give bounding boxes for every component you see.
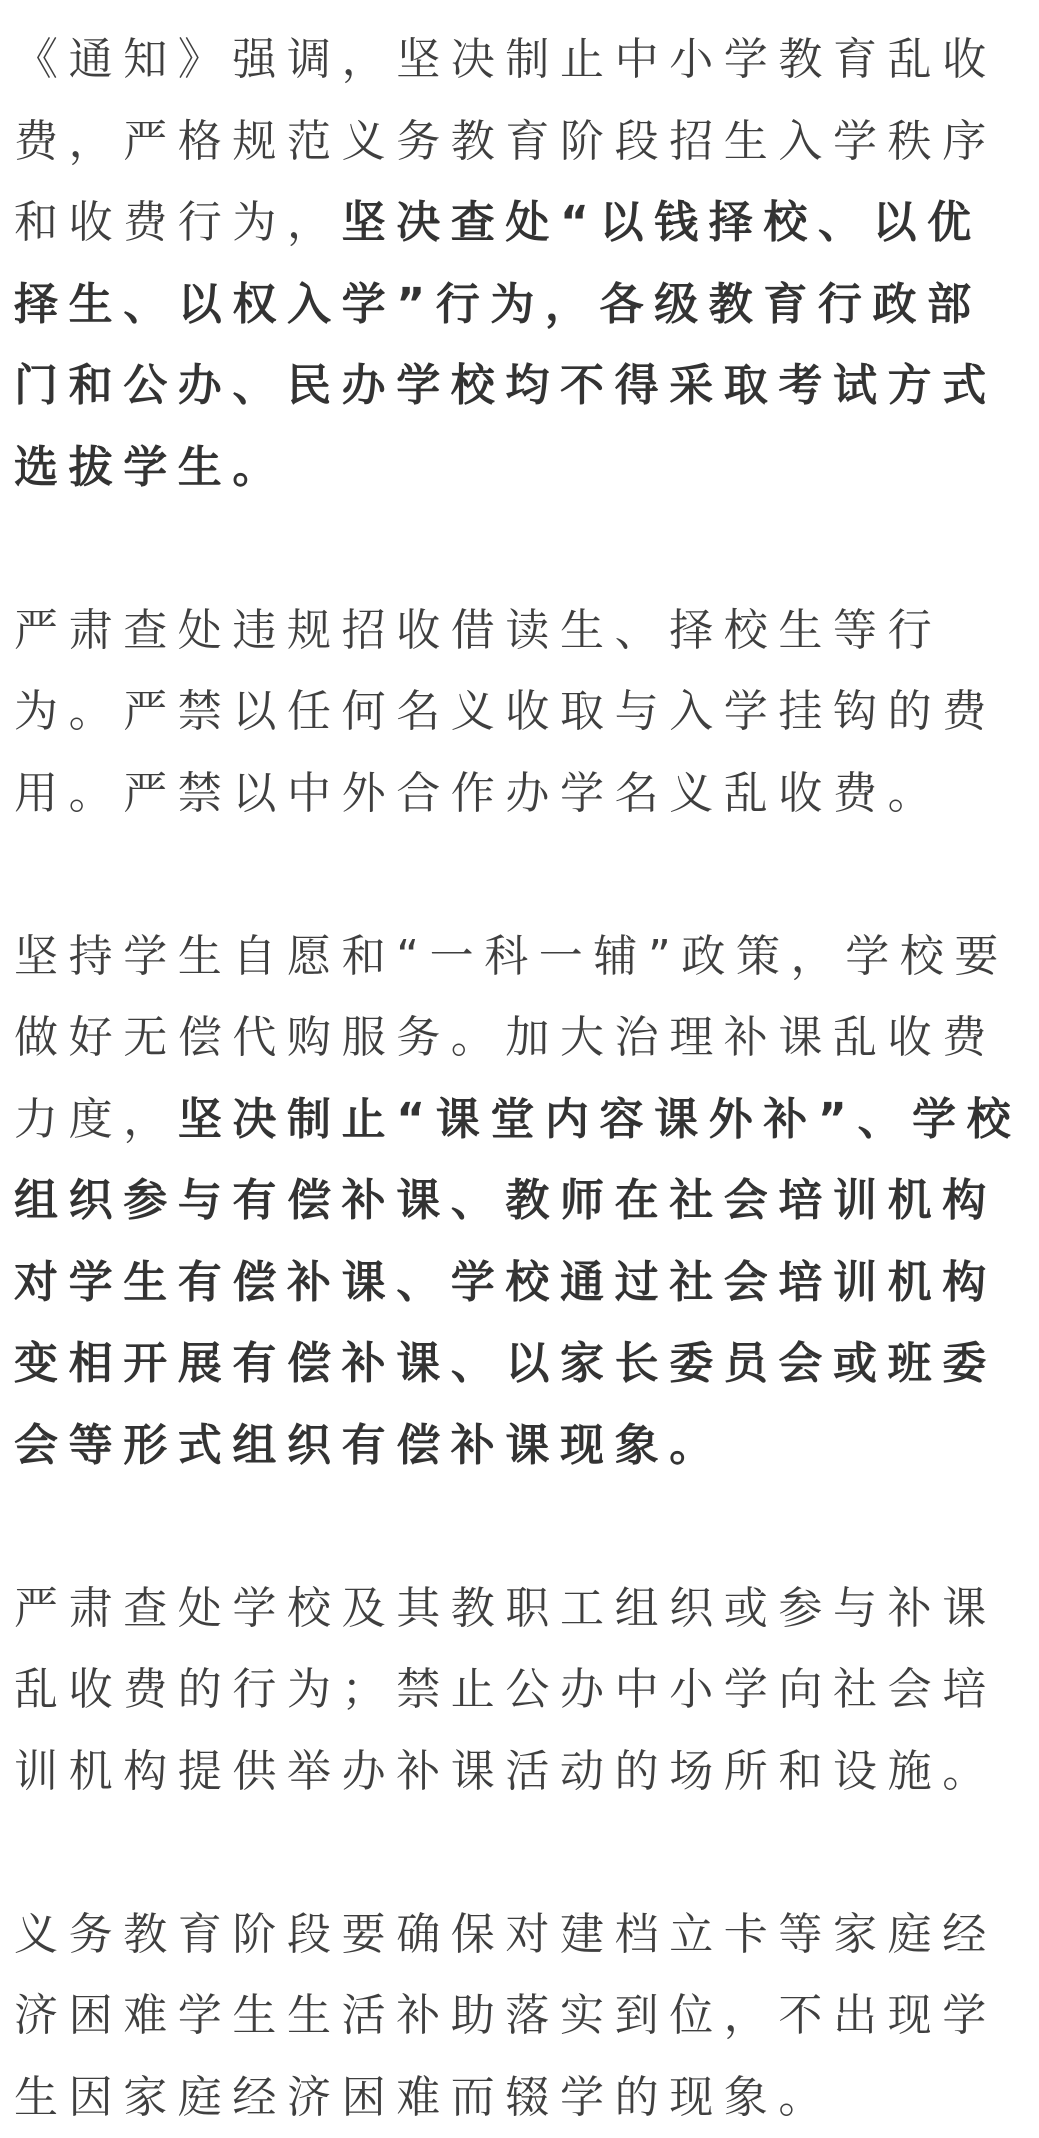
paragraph-text: 严肃查处违规招收借读生、择校生等行为。严禁以任何名义收取与入学挂钩的费用。严禁以中外合作办学名义乱收费。: [14, 605, 997, 819]
paragraph-notice-emphasis: [14, 19, 1025, 508]
paragraph-text: 坚持学生自愿和“一科一辅”政策，学校要做好无偿代购服务。加大治理补课乱收费力度，: [14, 931, 1009, 1145]
paragraph-text: 严肃查处学校及其教职工组织或参与补课乱收费的行为；禁止公办中小学向社会培训机构提供举办补课活动的场所和设施。: [14, 1583, 997, 1797]
paragraph-financial-aid: [14, 1894, 1025, 2138]
paragraph-bold-text: 坚决查处“以钱择校、以优择生、以权入学”行为，各级教育行政部门和公办、民办学校均不得采取考试方式选拔学生。: [14, 197, 997, 493]
paragraph-bold-text: 坚决制止“课堂内容课外补”、学校组织参与有偿补课、教师在社会培训机构对学生有偿补课、学校通过社会培训机构变相开展有偿补课、以家长委员会或班委会等形式组织有偿补课现象。: [14, 1094, 1021, 1471]
paragraph-text: 义务教育阶段要确保对建档立卡等家庭经济困难学生生活补助落实到位，不出现学生因家庭经济困难而辍学的现象。: [14, 1909, 997, 2123]
paragraph-tutoring-policy: [14, 916, 1025, 1487]
paragraph-text: 《通知》强调，坚决制止中小学教育乱收费，严格规范义务教育阶段招生入学秩序和收费行为，: [14, 34, 997, 248]
paragraph-school-staff: [14, 1568, 1025, 1813]
paragraph-borrowed-students: [14, 590, 1025, 835]
article-body: [14, 0, 1025, 2138]
